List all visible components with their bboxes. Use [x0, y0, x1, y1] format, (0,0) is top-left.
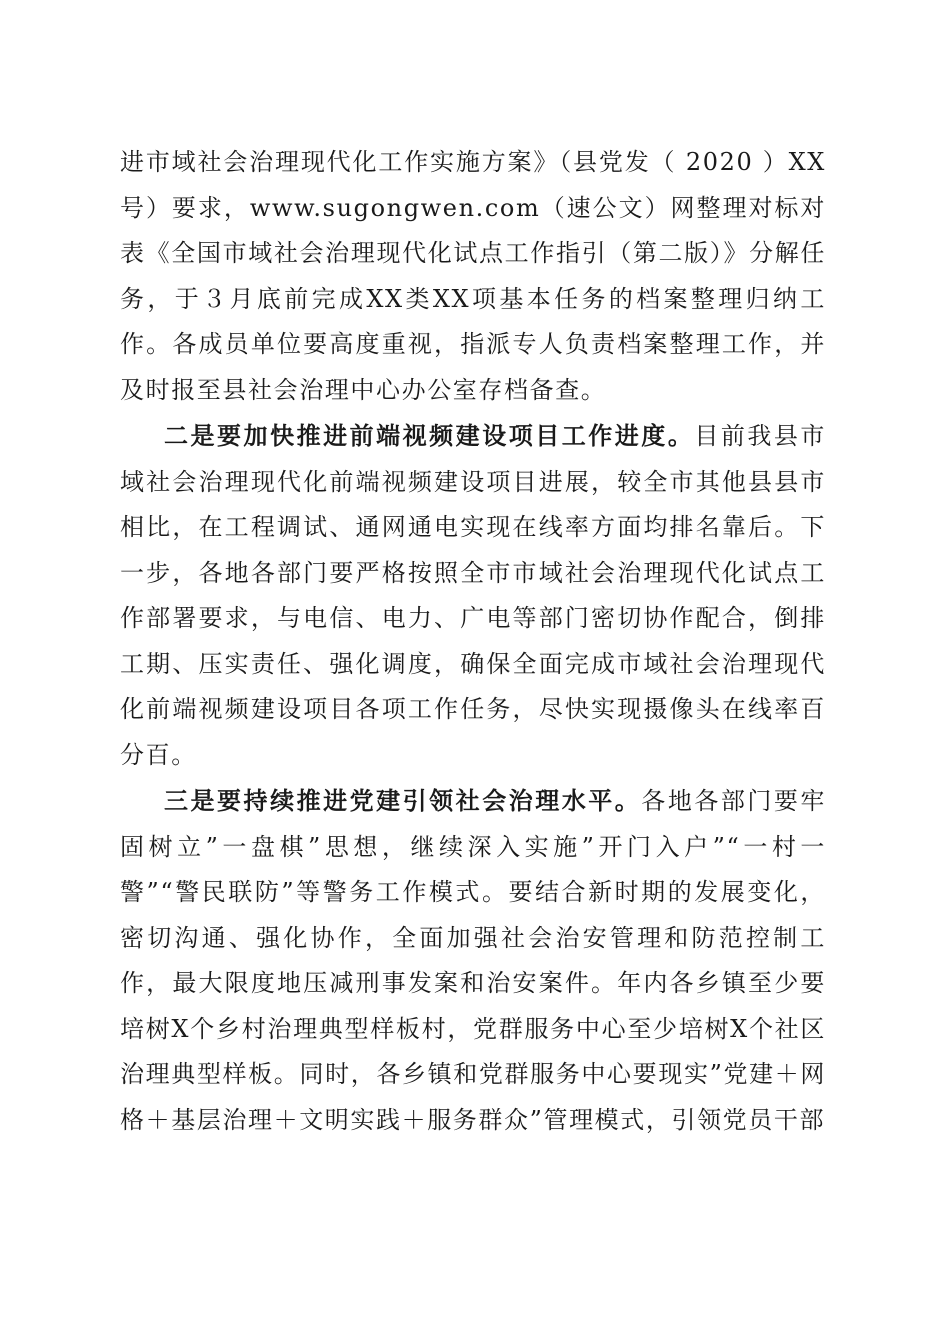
- paragraph-3-text: 各地各部门要牢固树立”一盘棋”思想，继续深入实施”开门入户”“一村一警”“警民联防”等警务工作模式。要结合新时期的发展变化，密切沟通、强化协作，全面加强社会治安管理和防范控制工作，最大限度地压减刑事发案和治安案件。年内各乡镇至少要培树X个乡村治理典型样板村，党群服务中心至少培树X个社区治理典型样板。同时，各乡镇和党群服务中心要现实”党建＋网格＋基层治理＋文明实践＋服务群众”管理模式，引领党员干部: [120, 787, 826, 1134]
- paragraph-2-text: 目前我县市域社会治理现代化前端视频建设项目进展，较全市其他县县市相比，在工程调试、通网通电实现在线率方面均排名靠后。下一步，各地各部门要严格按照全市市域社会治理现代化试点工作部署要求，与电信、电力、广电等部门密切协作配合，倒排工期、压实责任、强化调度，确保全面完成市域社会治理现代化前端视频建设项目各项工作任务，尽快实现摄像头在线率百分百。: [120, 422, 827, 769]
- paragraph-3: [120, 778, 826, 1143]
- document-body: [120, 140, 826, 1143]
- paragraph-1: [120, 140, 826, 413]
- paragraph-2: [120, 413, 826, 778]
- paragraph-2-heading: 二是要加快推进前端视频建设项目工作进度。: [164, 421, 695, 450]
- paragraph-1-text: 进市域社会治理现代化工作实施方案》（县党发（ 2020 ）XX号）要求，www.sugongwen.com（速公文）网整理对标对表《全国市域社会治理现代化试点工作指引（第二版）》分解任务，于３月底前完成XX类XX项基本任务的档案整理归纳工作。各成员单位要高度重视，指派专人负责档案整理工作，并及时报至县社会治理中心办公室存档备查。: [120, 148, 826, 404]
- paragraph-3-heading: 三是要持续推进党建引领社会治理水平。: [164, 786, 642, 815]
